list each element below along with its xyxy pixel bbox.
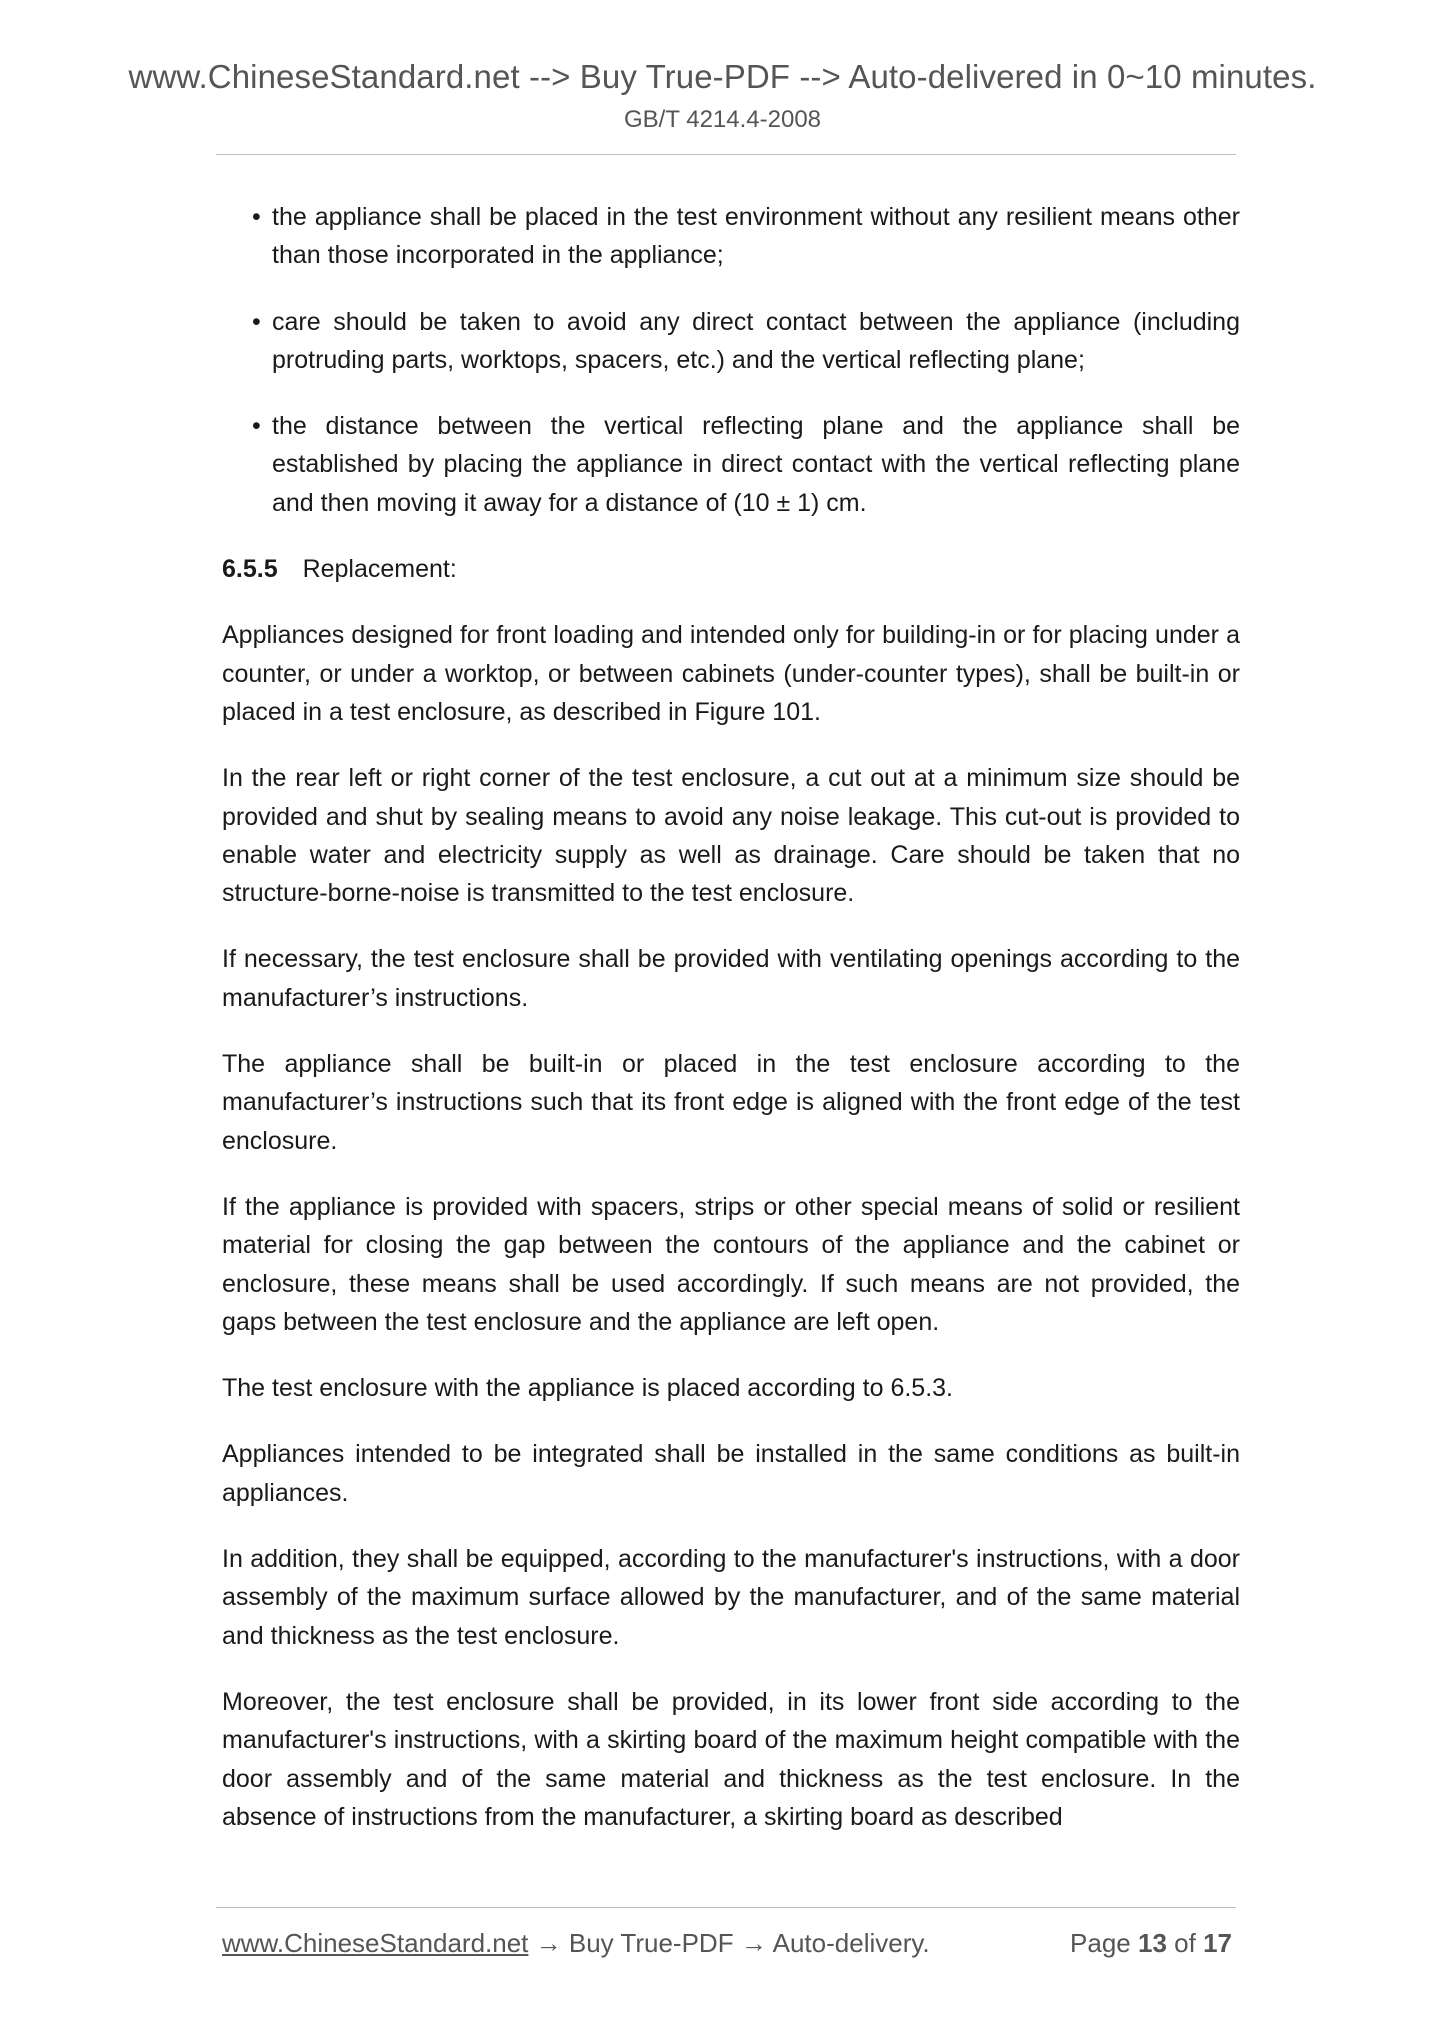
paragraph: The test enclosure with the appliance is placed according to 6.5.3. [222,1374,953,1403]
bullet-item [222,303,1240,380]
top-banner: www.ChineseStandard.net --> Buy True-PDF --> Auto-delivered in 0~10 minutes. [128,58,1317,95]
paragraph: If necessary, the test enclosure shall be provided with ventilating openings according to the manufacturer’s instructions. [222,945,1240,1012]
footer-site-link[interactable]: www.ChineseStandard.net [222,1928,529,1958]
total-pages: 17 [1203,1928,1232,1958]
paragraph: If the appliance is provided with spacers, strips or other special means of solid or resilient material for closing the gap between the contours of the appliance and the cabinet or enclosure, these means shall be used accordingly. If such means are not provided, the gaps between the test enclosure and the appliance are left open. [222,1192,1240,1336]
page-body [222,198,1240,1864]
paragraph: The appliance shall be built-in or placed in the test enclosure according to the manufacturer’s instructions such that its front edge is aligned with the front edge of the test enclosure. [222,1050,1240,1155]
arrow-icon: → [740,1928,767,1958]
paragraph: In the rear left or right corner of the test enclosure, a cut out at a minimum size should be provided and shut by sealing means to avoid any noise leakage. This cut-out is provided to enable water and electricity supply as well as drainage. Care should be taken that no structure-borne-noise is transmitted to the test enclosure. [222,764,1240,908]
bullet-text: the appliance shall be placed in the test environment without any resilient means other than those incorporated in the appliance; [272,203,1240,270]
clause-number: 6.5.5 [222,555,278,584]
bullet-text: care should be taken to avoid any direct contact between the appliance (including protruding parts, worktops, spacers, etc.) and the vertical reflecting plane; [272,307,1240,374]
arrow-icon: → [535,1928,562,1958]
page-label: Page [1070,1928,1131,1958]
footer-delivery-text: Auto-delivery. [772,1928,930,1958]
clause-title: Replacement: [302,555,457,584]
paragraph: Moreover, the test enclosure shall be provided, in its lower front side according to the manufacturer's instructions, with a skirting board of the maximum height compatible with the door assembly and of the same material and thickness as the test enclosure. In the absence of instructions from the manufacturer, a skirting board as described [222,1687,1240,1831]
bullet-text: the distance between the vertical reflecting plane and the appliance shall be established by placing the appliance in direct contact with the vertical reflecting plane and then moving it away for a distance of (10 ± 1) cm. [272,412,1240,517]
page-number: 13 [1138,1928,1167,1958]
paragraph: In addition, they shall be equipped, according to the manufacturer's instructions, with a door assembly of the maximum surface allowed by the manufacturer, and of the same material and thickness as the test enclosure. [222,1545,1240,1650]
bullet-dot: • [252,412,261,441]
bullet-dot: • [252,203,261,231]
page-indicator [1070,1928,1232,1959]
bullet-dot: • [252,307,261,336]
bullet-item [222,198,1240,275]
of-label: of [1174,1928,1196,1958]
standard-code: GB/T 4214.4-2008 [623,106,822,133]
page-footer [222,1928,1232,1959]
paragraph: Appliances intended to be integrated shall be installed in the same conditions as built-in appliances. [222,1440,1240,1507]
clause-heading [222,550,1240,588]
footer-buy-text: Buy True-PDF [568,1928,734,1958]
paragraph: Appliances designed for front loading and intended only for building-in or for placing under a counter, or under a worktop, or between cabinets (under-counter types), shall be built-in or placed in a test enclosure, as described in Figure 101. [222,621,1240,726]
bullet-item [222,407,1240,522]
footer-divider [216,1907,1236,1908]
header-divider [216,154,1236,155]
